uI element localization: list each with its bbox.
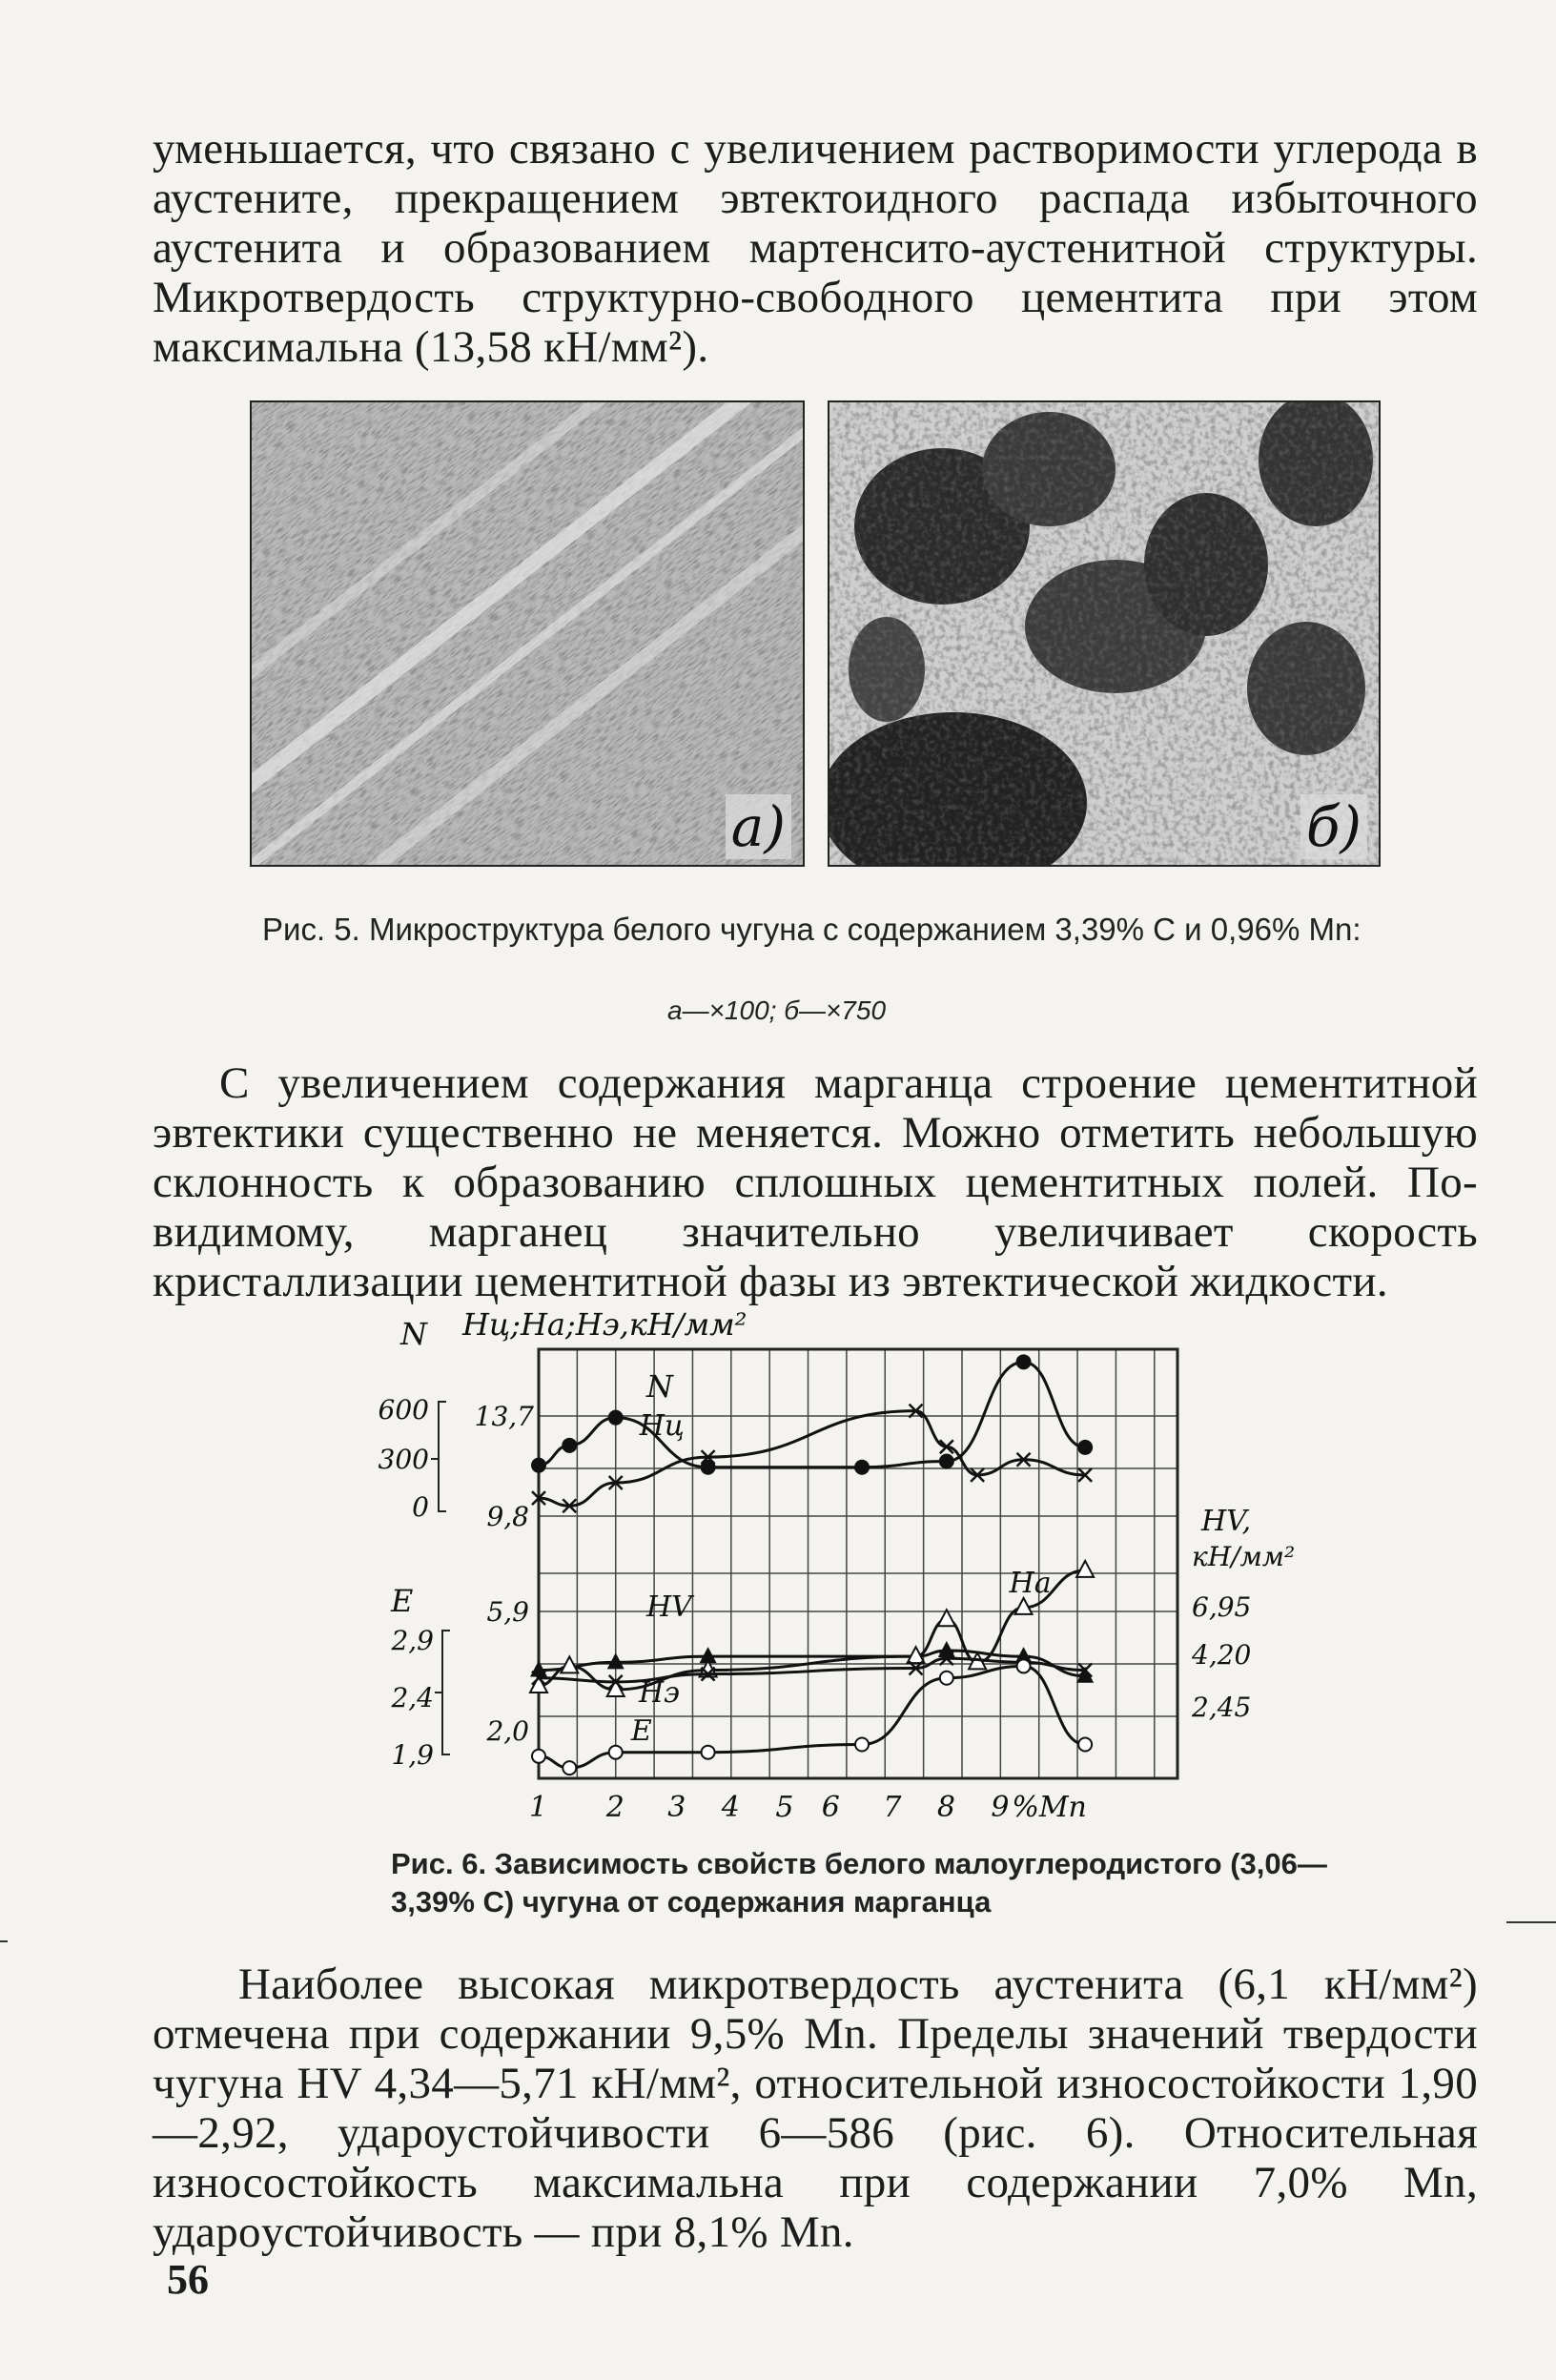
margin-mark-right [1506,1921,1556,1923]
micrograph-a-image [252,402,803,865]
paragraph-top [153,124,1478,372]
point-E-3 [702,1746,715,1759]
figure5-caption-sub: а—×100; б—×750 [667,995,887,1025]
series-label-N: N [646,1368,674,1405]
paragraph-bottom [153,1959,1478,2257]
x-tick-1: 2 [605,1791,624,1821]
y-top-outer-tick-1: 300 [378,1444,429,1475]
bracket-top [431,1402,446,1511]
paragraph-middle-text: С увеличением содержания марганца строение цементитной эвтектики существенно не меняется. Можно отметить небольшую склонность к образованию сплошных цементитных полей. По-видимому, марганец значительно увеличивает скорость кристаллизации цементитной фазы из эвтектической жидкости. [153,1058,1478,1306]
y-top-inner-tick-1: 9,8 [486,1501,529,1532]
point-E-1 [563,1761,576,1775]
point-N-2 [608,1410,624,1426]
point-E-6 [1017,1659,1031,1672]
point-N-0 [531,1458,546,1473]
y-bottom-outer-tick-2: 1,9 [391,1739,434,1771]
margin-mark-left [0,1940,8,1942]
micrograph-a-label: а) [726,794,791,859]
micrograph-b-image [829,402,1379,865]
x-tick-6: 7 [883,1791,902,1821]
series-label-HV: HV [646,1590,692,1624]
figure6-chart [362,1306,1297,1821]
point-Ha-1 [561,1656,578,1672]
point-E-2 [609,1746,623,1759]
point-N-4 [854,1460,870,1475]
y-bottom-inner-tick-1: 2,0 [486,1715,529,1747]
x-tick-0: 1 [529,1791,548,1821]
paragraph-bottom-text: Наиболее высокая микротвердость аустенита (6,1 кН/мм²) отмечена при содержании 9,5% Mn. Пределы значений твердости чугуна HV 4,34—5,71 кН/мм², относительной износостойкости 1,90—2,92, удароустойчивости 6—586 (рис. 6). Относительная износостойкость максимальна при содержании 7,0% Mn, ударoустойчивость — при 8,1% Mn. [153,1959,1478,2257]
paragraph-middle [153,1058,1478,1306]
paragraph-top-text: уменьшается, что связано с увеличением растворимости углерода в аустените, прекращением эвтектоидного распада избыточного аустенита и образованием мартенсито-аустенитной структуры. Микротвердость структурно-свободного цементита при этом максимальна (13,58 кН/мм²). [153,124,1478,372]
point-E-7 [1078,1737,1092,1751]
y-right-tick-0: 6,95 [1192,1591,1252,1623]
y-right-tick-2: 2,45 [1192,1692,1252,1723]
figure6-caption: Рис. 6. Зависимость свойств белого малоуглеродистого (3,06—3,39% С) чугуна от содержания марганца [391,1847,1327,1918]
point-E-0 [532,1750,545,1763]
y-bottom-outer-label: E [391,1583,414,1619]
y-right-tick-1: 4,20 [1192,1639,1252,1671]
y-top-inner-label: Hц;Hа;Hэ,кН/мм² [462,1306,747,1343]
page-number: 56 [167,2256,209,2303]
point-E-5 [940,1672,953,1685]
point-N-1 [562,1438,577,1453]
micrograph-b-label: б) [1300,794,1367,859]
x-tick-4: 5 [775,1791,794,1821]
y-top-outer-label: N [400,1316,427,1352]
series-label-Ha: Hа [1009,1567,1052,1600]
point-N-5 [939,1454,954,1469]
point-Ha-8 [1076,1561,1094,1577]
figure5-caption: Рис. 5. Микроструктура белого чугуна с содержанием 3,39% С и 0,96% Mn: [262,912,1362,947]
y-bottom-inner-tick-0: 5,9 [486,1596,529,1628]
series-label-E: E [630,1714,652,1748]
y-right-label-2: кН/мм² [1192,1541,1296,1572]
series-label-Hc: Hц [639,1409,685,1443]
y-top-inner-tick-0: 13,7 [474,1401,534,1432]
y-top-outer-tick-0: 600 [378,1394,429,1426]
y-top-outer-tick-2: 0 [412,1491,429,1523]
point-Ha-5 [938,1610,955,1626]
micrograph-b [828,400,1381,867]
point-N-7 [1077,1440,1093,1455]
series-line-Hc [539,1411,1085,1507]
micrograph-a [250,400,805,867]
x-tick-5: 6 [821,1791,840,1821]
bracket-bottom [435,1631,450,1754]
point-N-6 [1016,1354,1032,1369]
point-E-4 [855,1737,869,1751]
series-label-He: Hэ [638,1676,680,1710]
point-HV-4 [938,1641,955,1657]
y-bottom-outer-tick-1: 2,4 [391,1682,434,1713]
y-bottom-outer-tick-0: 2,9 [391,1625,434,1656]
x-axis-label: %Mn [1012,1791,1087,1821]
x-tick-3: 4 [721,1791,740,1821]
y-right-label-1: HV, [1201,1505,1252,1538]
x-tick-7: 8 [936,1791,955,1821]
x-tick-2: 3 [667,1791,686,1821]
x-tick-8: 9 [991,1791,1010,1821]
